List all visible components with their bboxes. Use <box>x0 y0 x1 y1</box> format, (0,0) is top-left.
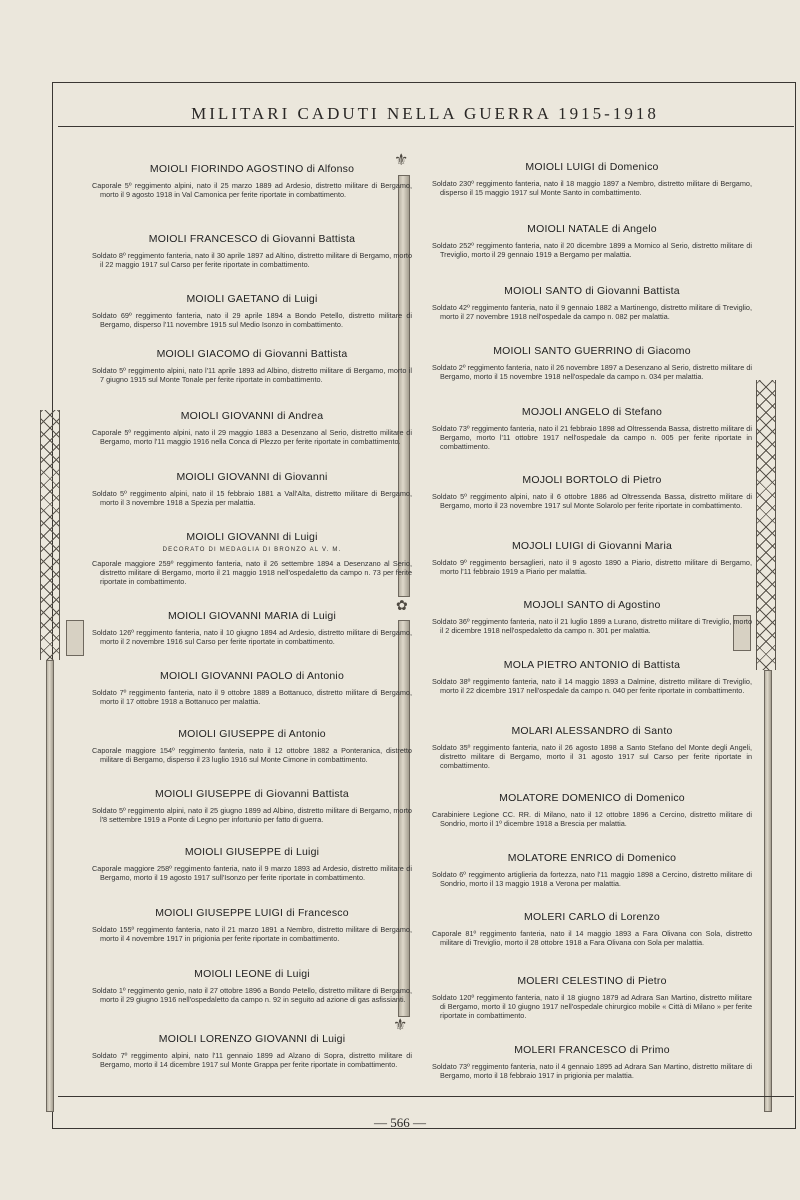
entry <box>92 293 412 329</box>
pole-base-ornament-icon: ⚜ <box>393 1017 408 1034</box>
rosette-icon: ✿ <box>396 599 408 614</box>
entry-name: MOLATORE ENRICO di Domenico <box>507 852 677 864</box>
entry-name: MOIOLI GIACOMO di Giovanni Battista <box>156 348 348 360</box>
entry <box>92 728 412 764</box>
entry <box>432 792 752 828</box>
entry-name: MOJOLI BORTOLO di Pietro <box>522 474 662 486</box>
entry-name: MOIOLI SANTO GUERRINO di Giacomo <box>493 345 691 357</box>
entry <box>92 410 412 446</box>
entry <box>92 471 412 507</box>
entry <box>92 610 412 646</box>
entry-text: Caporale maggiore 258º reggimento fanteria, nato il 9 marzo 1893 ad Ardesio, distretto militare di Bergamo, morto il 19 agosto 1917 sull'Isonzo per ferite riportate in combattimento. <box>92 864 412 883</box>
entry-name: MOLERI CARLO di Lorenzo <box>524 911 660 923</box>
torch-finial-icon: ⚜ <box>394 152 409 169</box>
entry-text: Soldato 69º reggimento fanteria, nato il 29 aprile 1894 a Bondo Petello, distretto militare di Bergamo, disperso l'11 novembre 1915 sul Medio Isonzo in combattimento. <box>92 311 412 330</box>
entry-text: Caporale 5º reggimento alpini, nato il 25 marzo 1889 ad Ardesio, distretto militare di Bergamo, morto il 9 agosto 1918 in Val Camonica per ferite riportate in combattimento. <box>92 181 412 200</box>
entry-text: Soldato 8º reggimento fanteria, nato il 30 aprile 1897 ad Altino, distretto militare di Bergamo, morto il 22 maggio 1917 sul Carso per ferite riportate in combattimento. <box>92 251 412 270</box>
entry <box>432 285 752 321</box>
entry-name: MOJOLI LUIGI di Giovanni Maria <box>511 540 673 552</box>
entry <box>92 348 412 384</box>
entry <box>92 163 412 199</box>
entry-name: MOIOLI GIOVANNI di Andrea <box>180 410 324 422</box>
entry-text: Soldato 73º reggimento fanteria, nato il 4 gennaio 1895 ad Adrara San Martino, distretto militare di Bergamo, morto il 18 febbraio 1917 in prigionia per malattia. <box>432 1062 752 1081</box>
entry <box>92 1033 412 1069</box>
entry-text: Soldato 9º reggimento bersaglieri, nato il 9 agosto 1890 a Piario, distretto militare di Bergamo, morto l'11 febbraio 1919 a Piario per malattia. <box>432 558 752 577</box>
entry-text: Soldato 2º reggimento fanteria, nato il 26 novembre 1897 a Desenzano al Serio, distretto militare di Bergamo, morto il 15 novembre 1918 nell'ospedale da campo n. 034 per malattia. <box>432 363 752 382</box>
left-lattice-ornament <box>40 410 60 660</box>
entry-name: MOIOLI GIUSEPPE di Antonio <box>178 728 326 740</box>
entry <box>432 1044 752 1080</box>
entry-text: Soldato 38º reggimento fanteria, nato il 14 maggio 1893 a Dalmine, distretto militare di Treviglio, morto il 22 dicembre 1917 nell'ospedale da campo n. 040 per ferite riportate in combattimento. <box>432 677 752 696</box>
entry-name: MOIOLI GAETANO di Luigi <box>186 293 318 305</box>
entry-text: Soldato 1º reggimento genio, nato il 27 ottobre 1896 a Bondo Petello, distretto militare di Bergamo, morto il 29 giugno 1916 nell'ospedaletto da campo n. 92 in seguito ad azione di gas asfissianti. <box>92 986 412 1005</box>
entry-name: MOIOLI LORENZO GIOVANNI di Luigi <box>158 1033 346 1045</box>
entry <box>432 911 752 947</box>
entry-text: Caporale 81º reggimento fanteria, nato il 14 maggio 1893 a Fara Olivana con Sola, distretto militare di Treviglio, morto il 28 ottobre 1918 a Fara Olivana con Sola per malattia. <box>432 929 752 948</box>
entry-text: Soldato 5º reggimento alpini, nato il 15 febbraio 1881 a Vall'Alta, distretto militare di Bergamo, morto il 3 novembre 1918 a Spezia per malattia. <box>92 489 412 508</box>
entry-name: MOIOLI GIOVANNI di Giovanni <box>176 471 328 483</box>
entry <box>432 852 752 888</box>
entry-text: Caporale maggiore 259º reggimento fanteria, nato il 26 settembre 1894 a Desenzano al Serio, distretto militare di Bergamo, morto il 21 maggio 1918 nell'ospedaletto da campo n. 73 per ferite riportate in combattimento. <box>92 559 412 587</box>
entry-text: Soldato 5º reggimento alpini, nato il 25 giugno 1899 ad Albino, distretto militare di Bergamo, morto l'8 settembre 1919 a Ponte di Legno per infortunio per fatto di guerra. <box>92 806 412 825</box>
entry <box>432 599 752 635</box>
entry <box>432 659 752 695</box>
entry-text: Soldato 252º reggimento fanteria, nato il 20 dicembre 1899 a Mornico al Serio, distretto militare di Treviglio, morto il 29 gennaio 1919 a Bergamo per malattia. <box>432 241 752 260</box>
entry-name: MOIOLI GIUSEPPE di Giovanni Battista <box>155 788 349 800</box>
entry-name: MOIOLI GIUSEPPE LUIGI di Francesco <box>155 907 349 919</box>
entry <box>92 531 412 587</box>
left-pole <box>46 660 54 1112</box>
entry <box>432 406 752 452</box>
entry-name: MOLERI FRANCESCO di Primo <box>514 1044 670 1056</box>
entry <box>92 788 412 824</box>
page-title: MILITARI CADUTI NELLA GUERRA 1915-1918 <box>60 104 790 124</box>
entry <box>92 968 412 1004</box>
entry-name: MOLA PIETRO ANTONIO di Battista <box>503 659 681 671</box>
right-pole <box>764 670 772 1112</box>
entry-text: Soldato 5º reggimento alpini, nato l'11 aprile 1893 ad Albino, distretto militare di Bergamo, morto il 7 giugno 1915 sul Monte Tonale per ferite riportate in combattimento. <box>92 366 412 385</box>
decoration-note: DECORATO DI MEDAGLIA DI BRONZO AL V. M. <box>162 547 342 553</box>
entry <box>92 907 412 943</box>
entry-name: MOIOLI GIOVANNI PAOLO di Antonio <box>160 670 344 682</box>
entry-text: Soldato 73º reggimento fanteria, nato il 21 febbraio 1898 ad Oltressenda Bassa, distretto militare di Bergamo, morto l'11 ottobre 1917 nell'ospedale da campo n. 005 per ferite riportate in combattimento. <box>432 424 752 452</box>
entry-text: Soldato 5º reggimento alpini, nato il 6 ottobre 1886 ad Oltressenda Bassa, distretto militare di Bergamo, morto il 23 novembre 1917 sul Monte Solarolo per ferite riportate in combattimento. <box>432 492 752 511</box>
entry-text: Caporale 5º reggimento alpini, nato il 29 maggio 1883 a Desenzano al Serio, distretto militare di Bergamo, morto l'11 maggio 1916 nella Conca di Plezzo per ferite riportate in combattimento. <box>92 428 412 447</box>
entry-text: Soldato 6º reggimento artiglieria da fortezza, nato l'11 maggio 1898 a Cercino, distretto militare di Sondrio, morto il 13 maggio 1918 a Verona per malattia. <box>432 870 752 889</box>
entry-name: MOIOLI NATALE di Angelo <box>527 223 657 235</box>
entry <box>92 233 412 269</box>
entry-name: MOJOLI SANTO di Agostino <box>523 599 661 611</box>
entry-name: MOIOLI GIOVANNI di Luigi <box>186 531 318 543</box>
entry-text: Soldato 120º reggimento fanteria, nato il 18 giugno 1879 ad Adrara San Martino, distretto militare di Bergamo, morto il 10 giugno 1917 nell'ospedale chirurgico mobile « Città di Milano » per ferite riportate in combattimento. <box>432 993 752 1021</box>
entry-name: MOIOLI FRANCESCO di Giovanni Battista <box>148 233 356 245</box>
entry-text: Soldato 36º reggimento fanteria, nato il 21 luglio 1899 a Lurano, distretto militare di Treviglio, morto il 2 dicembre 1918 nell'ospedaletto da campo n. 301 per malattia. <box>432 617 752 636</box>
entry-name: MOIOLI GIOVANNI MARIA di Luigi <box>167 610 337 622</box>
entry-name: MOIOLI FIORINDO AGOSTINO di Alfonso <box>149 163 355 175</box>
entry-name: MOLERI CELESTINO di Pietro <box>517 975 667 987</box>
entry-name: MOJOLI ANGELO di Stefano <box>521 406 663 418</box>
entry <box>432 474 752 510</box>
entry <box>432 975 752 1021</box>
entry <box>432 161 752 197</box>
entry <box>432 345 752 381</box>
entry-name: MOLATORE DOMENICO di Domenico <box>499 792 685 804</box>
left-flag-icon <box>66 620 84 656</box>
footer-rule <box>58 1096 794 1097</box>
entry-text: Carabiniere Legione CC. RR. di Milano, nato il 12 ottobre 1896 a Cercino, distretto militare di Sondrio, morto il 1º dicembre 1918 a Brescia per malattia. <box>432 810 752 829</box>
entry <box>432 725 752 771</box>
entry <box>92 670 412 706</box>
entry <box>432 223 752 259</box>
entry-text: Soldato 42º reggimento fanteria, nato il 9 gennaio 1882 a Martinengo, distretto militare di Treviglio, morto il 27 novembre 1918 nell'ospedale da campo n. 082 per malattia. <box>432 303 752 322</box>
entry-text: Caporale maggiore 154º reggimento fanteria, nato il 12 ottobre 1882 a Ponteranica, distretto militare di Bergamo, disperso il 23 luglio 1916 sul Monte Cimone in combattimento. <box>92 746 412 765</box>
entry-name: MOIOLI LEONE di Luigi <box>194 968 310 980</box>
entry-text: Soldato 7º reggimento fanteria, nato il 9 ottobre 1889 a Bottanuco, distretto militare di Bergamo, morto il 17 ottobre 1918 a Bottanuco per malattia. <box>92 688 412 707</box>
entry-text: Soldato 35º reggimento fanteria, nato il 26 agosto 1898 a Santo Stefano del Monte degli Angeli, distretto militare di Bergamo, morto il 31 agosto 1917 sul Carso per ferite riportate in combattimento. <box>432 743 752 771</box>
entry-text: Soldato 126º reggimento fanteria, nato il 10 giugno 1894 ad Ardesio, distretto militare di Bergamo, morto il 2 novembre 1916 sul Carso per ferite riportate in combattimento. <box>92 628 412 647</box>
entry-name: MOIOLI SANTO di Giovanni Battista <box>504 285 680 297</box>
right-lattice-ornament <box>756 380 776 670</box>
entry-text: Soldato 155º reggimento fanteria, nato il 21 marzo 1891 a Nembro, distretto militare di Bergamo, morto il 4 novembre 1917 in prigionia per ferite riportate in combattimento. <box>92 925 412 944</box>
entry-name: MOIOLI GIUSEPPE di Luigi <box>184 846 320 858</box>
entry-text: Soldato 7º reggimento alpini, nato l'11 gennaio 1899 ad Alzano di Sopra, distretto militare di Bergamo, morto il 14 dicembre 1917 sul Monte Grappa per ferite riportate in combattimento. <box>92 1051 412 1070</box>
page-number: — 566 — <box>374 1115 426 1130</box>
entry-text: Soldato 230º reggimento fanteria, nato il 18 maggio 1897 a Nembro, distretto militare di Bergamo, disperso il 15 maggio 1917 sul Monte Santo in combattimento. <box>432 179 752 198</box>
entry-name: MOIOLI LUIGI di Domenico <box>525 161 659 173</box>
entry <box>92 846 412 882</box>
entry <box>432 540 752 576</box>
entry-name: MOLARI ALESSANDRO di Santo <box>511 725 673 737</box>
